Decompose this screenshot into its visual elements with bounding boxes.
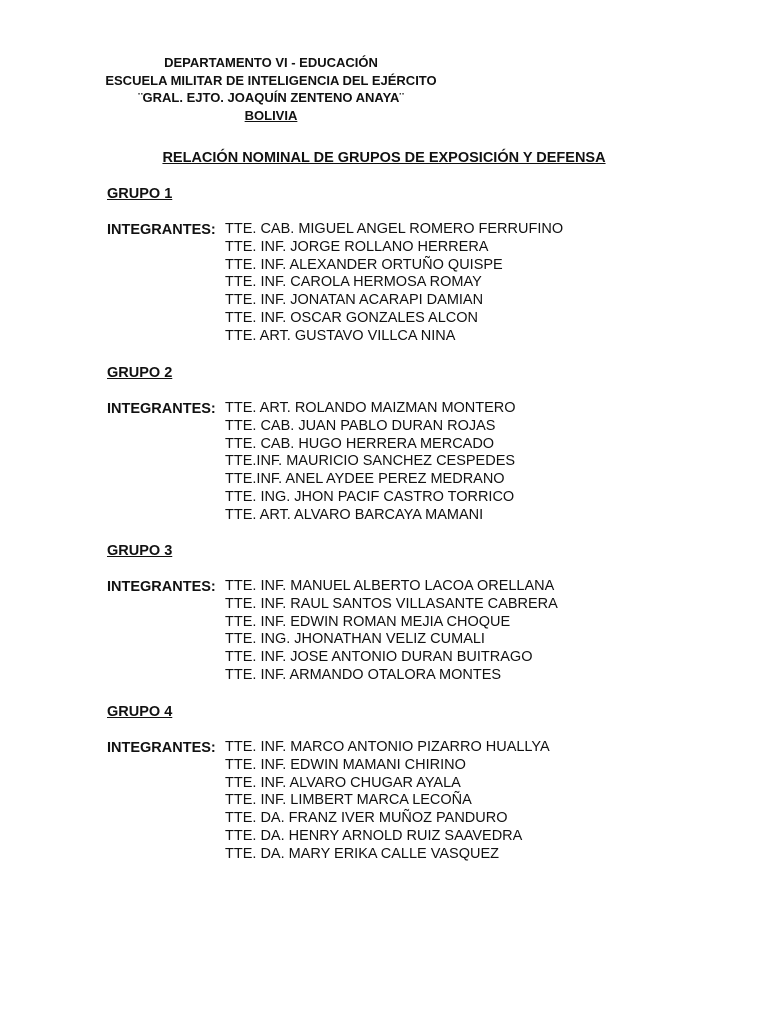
member-item: TTE. INF. MANUEL ALBERTO LACOA ORELLANA — [225, 578, 555, 594]
member-item: TTE. INF. JORGE ROLLANO HERRERA — [225, 238, 489, 255]
member-item: TTE. INF. JONATAN ACARAPI DAMIAN — [225, 292, 484, 309]
member-item: TTE. DA. HENRY ARNOLD RUIZ SAAVEDRA — [225, 827, 523, 844]
group-label: GRUPO 4 — [107, 704, 173, 720]
member-item: TTE. INF. OSCAR GONZALES ALCON — [225, 309, 478, 326]
members-label: INTEGRANTES: — [107, 401, 216, 417]
member-item: TTE. INF. MARCO ANTONIO PIZARRO HUALLYA — [225, 739, 550, 755]
school-name: ESCUELA MILITAR DE INTELIGENCIA DEL EJÉRCITO — [105, 72, 437, 88]
member-item: TTE. INF. ALEXANDER ORTUÑO QUISPE — [225, 256, 503, 273]
document-title: RELACIÓN NOMINAL DE GRUPOS DE EXPOSICIÓN Y DEFENSA — [162, 150, 606, 166]
group-members — [107, 221, 563, 346]
member-item: TTE.INF. ANEL AYDEE PEREZ MEDRANO — [225, 471, 505, 488]
group-3 — [107, 542, 558, 685]
member-list — [107, 739, 550, 864]
group-members — [107, 400, 516, 525]
member-item: TTE. ART. ROLANDO MAIZMAN MONTERO — [225, 400, 516, 416]
group-label: GRUPO 2 — [107, 365, 173, 381]
member-item: TTE. DA. FRANZ IVER MUÑOZ PANDURO — [225, 810, 508, 827]
members-label: INTEGRANTES: — [107, 222, 216, 238]
member-list — [107, 221, 563, 346]
group-label: GRUPO 1 — [107, 186, 173, 202]
member-item: TTE. INF. ALVARO CHUGAR AYALA — [225, 774, 461, 791]
member-item: TTE.INF. MAURICIO SANCHEZ CESPEDES — [225, 453, 516, 470]
group-1 — [107, 185, 563, 346]
member-item: TTE. ART. GUSTAVO VILLCA NINA — [225, 327, 456, 344]
member-item: TTE. INF. RAUL SANTOS VILLASANTE CABRERA — [225, 595, 558, 612]
country-name: BOLIVIA — [244, 107, 298, 123]
member-item: TTE. ING. JHONATHAN VELIZ CUMALI — [225, 631, 485, 648]
member-item: TTE. INF. LIMBERT MARCA LECOÑA — [225, 792, 472, 809]
group-2 — [107, 364, 516, 525]
member-item: TTE. INF. EDWIN ROMAN MEJIA CHOQUE — [225, 613, 511, 630]
group-label: GRUPO 3 — [107, 543, 173, 559]
members-label: INTEGRANTES: — [107, 740, 216, 756]
member-list — [107, 400, 516, 525]
member-item: TTE. ART. ALVARO BARCAYA MAMANI — [225, 506, 484, 523]
member-item: TTE. CAB. MIGUEL ANGEL ROMERO FERRUFINO — [225, 221, 564, 237]
member-item: TTE. CAB. HUGO HERRERA MERCADO — [225, 435, 495, 452]
member-item: TTE. INF. EDWIN MAMANI CHIRINO — [225, 756, 466, 773]
group-4 — [107, 703, 550, 864]
member-item: TTE. INF. ARMANDO OTALORA MONTES — [225, 666, 502, 683]
group-members — [107, 739, 550, 864]
member-item: TTE. DA. MARY ERIKA CALLE VASQUEZ — [225, 845, 499, 862]
member-item: TTE. INF. JOSE ANTONIO DURAN BUITRAGO — [225, 649, 533, 666]
department-name: DEPARTAMENTO VI - EDUCACIÓN — [164, 55, 378, 70]
member-item: TTE. CAB. JUAN PABLO DURAN ROJAS — [225, 417, 496, 434]
members-label: INTEGRANTES: — [107, 579, 216, 595]
group-members — [107, 578, 558, 685]
document-header — [100, 54, 442, 124]
member-item: TTE. ING. JHON PACIF CASTRO TORRICO — [225, 488, 515, 505]
member-item: TTE. INF. CAROLA HERMOSA ROMAY — [225, 274, 482, 291]
general-name: ¨GRAL. EJTO. JOAQUÍN ZENTENO ANAYA¨ — [138, 90, 404, 105]
